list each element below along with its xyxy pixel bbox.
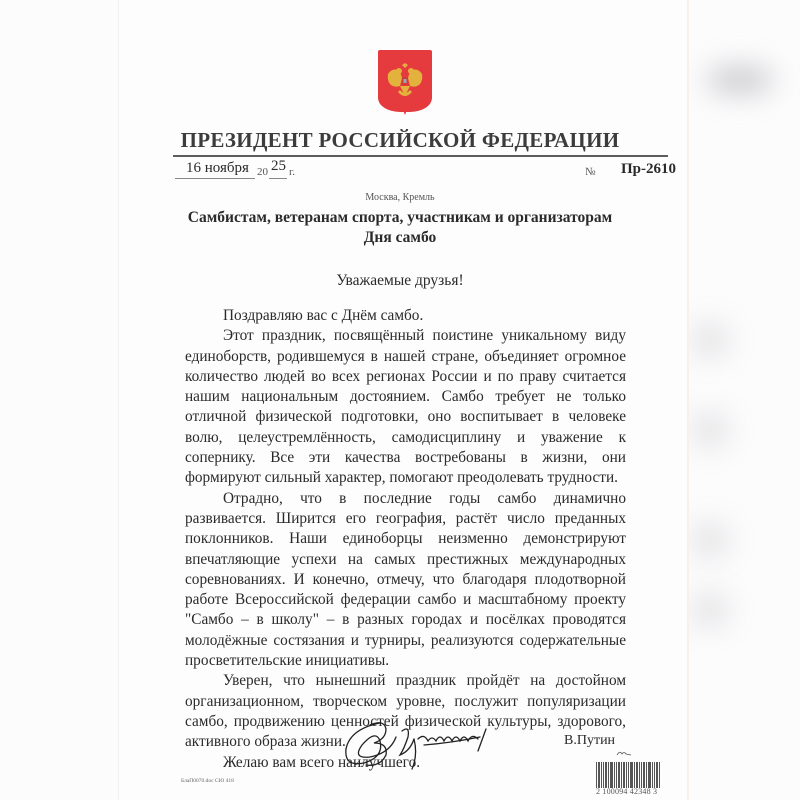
paragraph-1: Этот праздник, посвящённый поистине уникальному виду единоборств, родившемуся в нашей стране, объединяет огромное количество людей во всех регионах России и по праву считается нашим национальным достоянием. Самбо требует не только отличной физической подготовки, оно воспитывает в человеке волю, целеустремлённость, самодисциплину и уважение к сопернику. Все эти качества востребованы в жизни, они формируют сильный характер, помогают преодолевать трудности. [185, 327, 626, 487]
date-year-prefix: 20 [257, 166, 268, 178]
header-divider [173, 155, 668, 157]
handwritten-signature-icon [340, 715, 530, 775]
letter-body [185, 306, 626, 773]
place-of-issue: Москва, Кремль [365, 192, 435, 203]
background-blur [690, 520, 730, 560]
background-blur [690, 410, 730, 450]
year-underline [269, 178, 287, 179]
document-number: Пр-2610 [621, 161, 677, 177]
paragraph-greeting: Поздравляю вас с Днём самбо. [223, 307, 424, 324]
addressee-line-2: Дня самбо [363, 229, 437, 246]
paragraph-3: Уверен, что нынешний праздник пройдёт на достойном организационном, творческом уровне, послужит популяризации самбо, продвижению ценностей физической культуры, здорового, активного образа жизни. [185, 672, 626, 751]
background-blur [690, 320, 730, 360]
coat-of-arms-icon [378, 50, 432, 112]
initials-mark-icon [616, 750, 632, 756]
barcode [596, 758, 674, 788]
number-sign: № [585, 166, 596, 178]
date-day-month: 16 ноября [186, 160, 249, 176]
paragraph-closing: Желаю вам всего наилучшего. [223, 753, 421, 771]
paragraph-2: Отрадно, что в последние годы самбо динамично развивается. Ширится его география, растёт число преданных поклонников. Наши единоборцы неизменно демонстрируют впечатляющие успехи на самых престижных международных соревнованиях. И конечно, отмечу, что благодаря плодотворной работе Всероссийской федерации самбо и масштабному проекту "Самбо – в школу" – в разных городах и посёлках проводятся молодёжные состязания и турниры, реализуются содержательные просветительские инициативы. [185, 489, 626, 670]
addressee [0, 208, 800, 248]
barcode-number: 2 100094 42348 3 [596, 787, 658, 796]
footer-document-code: БлаП0070.doc СЮ 418 [181, 778, 234, 784]
header-title: ПРЕЗИДЕНТ РОССИЙСКОЙ ФЕДЕРАЦИИ [180, 128, 620, 152]
signer-name: В.Путин [564, 733, 616, 748]
background-blur [690, 590, 730, 630]
double-headed-eagle-icon [384, 60, 426, 102]
addressee-line-1: Самбистам, ветеранам спорта, участникам и организаторам [187, 209, 613, 226]
date-year-marker: г. [289, 166, 296, 178]
date-year-suffix: 25 [271, 158, 286, 174]
date-underline [175, 178, 255, 179]
salutation: Уважаемые друзья! [336, 272, 464, 289]
background-blur [705, 65, 775, 95]
